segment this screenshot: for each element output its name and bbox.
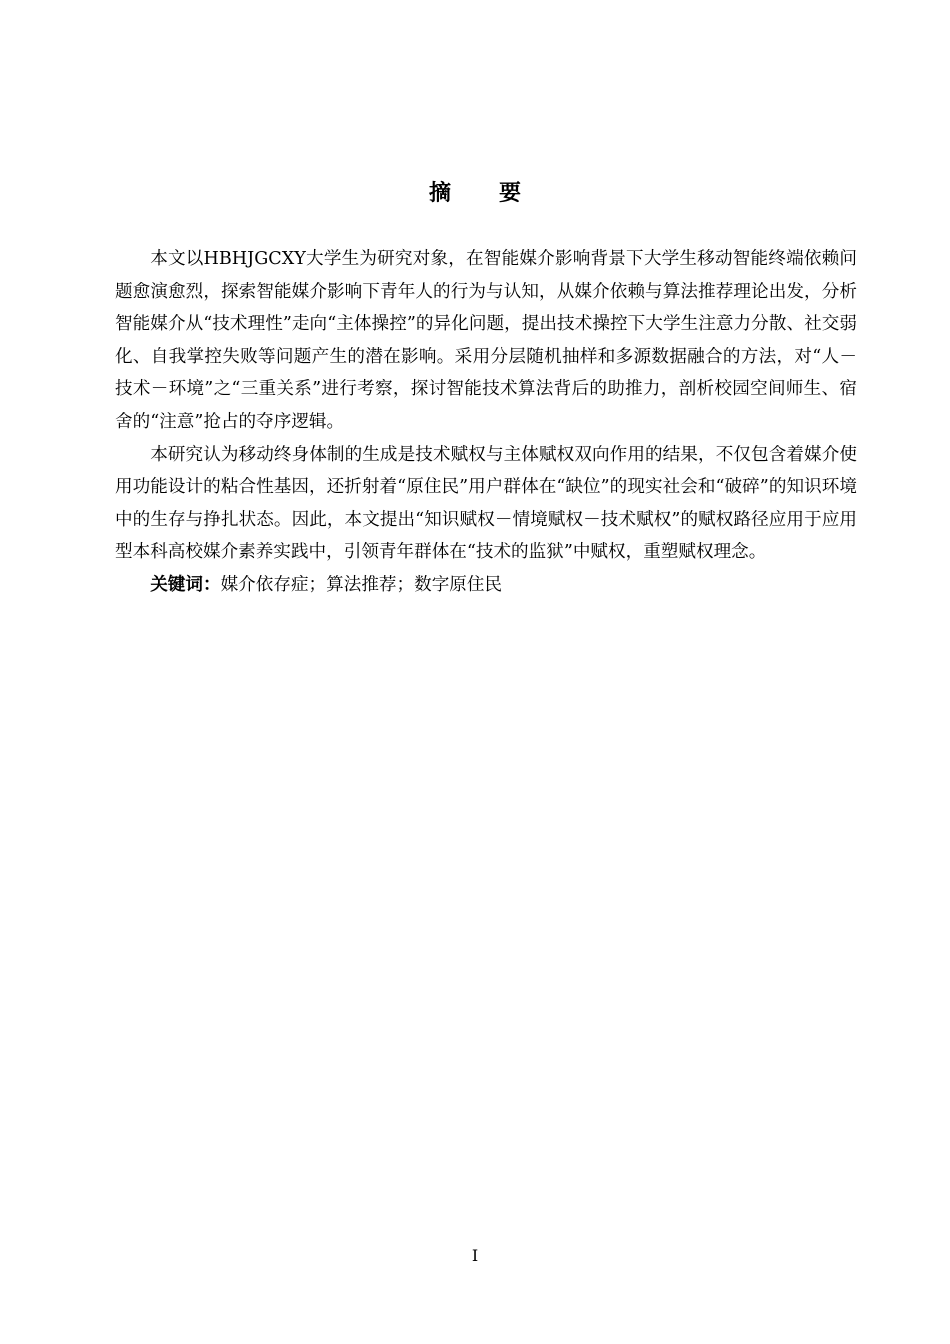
keywords-label: 关键词： <box>150 574 221 595</box>
abstract-title: 摘要 <box>428 181 569 206</box>
keywords-line <box>115 569 857 602</box>
page-number: I <box>471 1246 479 1265</box>
abstract-paragraph-2: 本研究认为移动终身体制的生成是技术赋权与主体赋权双向作用的结果，不仅包含着媒介使用功能设计的粘合性基因，还折射着“原住民”用户群体在“缺位”的现实社会和“破碎”的知识环境中的生存与挣扎状态。因此，本文提出“知识赋权－情境赋权－技术赋权”的赋权路径应用于应用型本科高校媒介素养实践中，引领青年群体在“技术的监狱”中赋权，重塑赋权理念。 <box>115 444 857 563</box>
abstract-paragraph-1: 本文以HBHJGCXY大学生为研究对象，在智能媒介影响背景下大学生移动智能终端依赖问题愈演愈烈，探索智能媒介影响下青年人的行为与认知，从媒介依赖与算法推荐理论出发，分析智能媒介从“技术理性”走向“主体操控”的异化问题，提出技术操控下大学生注意力分散、社交弱化、自我掌控失败等问题产生的潜在影响。采用分层随机抽样和多源数据融合的方法，对“人－技术－环境”之“三重关系”进行考察，探讨智能技术算法背后的助推力，剖析校园空间师生、宿舍的“注意”抢占的夺序逻辑。 <box>115 249 857 432</box>
abstract-body <box>115 243 857 602</box>
keywords-value: 媒介依存症；算法推荐；数字原住民 <box>220 574 503 595</box>
